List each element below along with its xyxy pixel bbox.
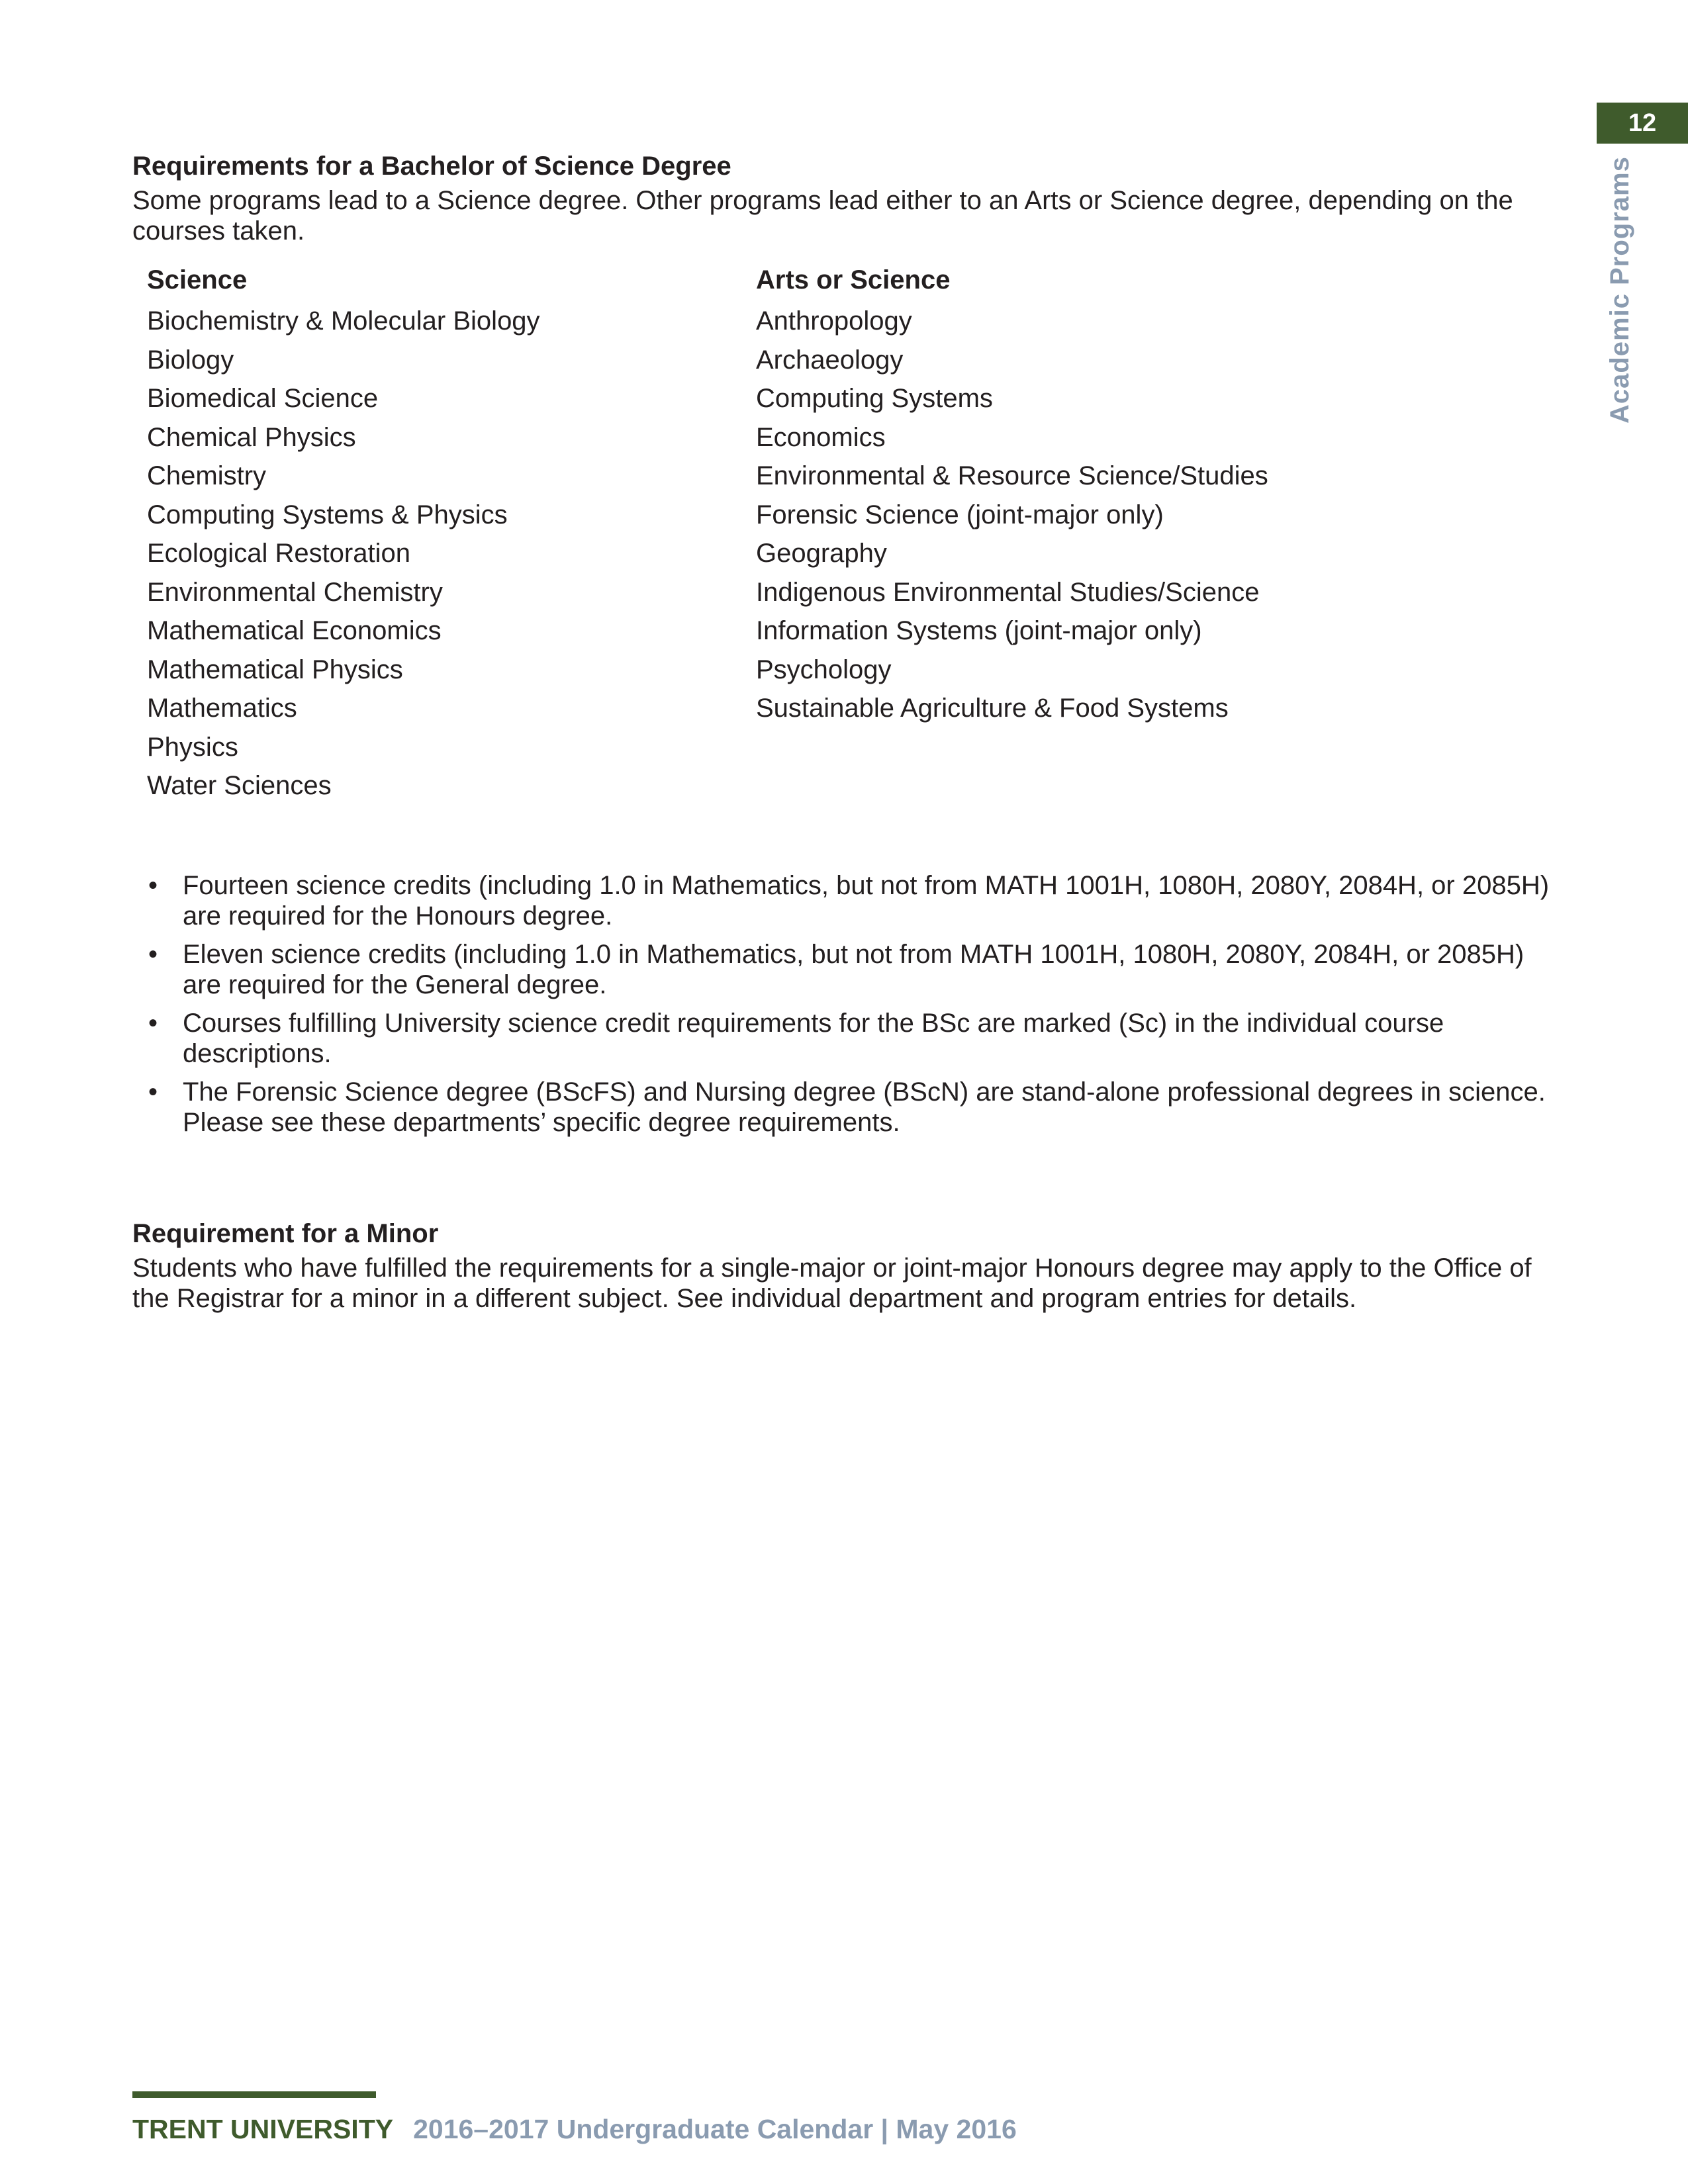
arts-science-column-header: Arts or Science [756,265,951,295]
bullet-icon: • [148,870,158,900]
bsc-intro: Some programs lead to a Science degree. Other programs lead either to an Arts or Science degree, depending on the courses taken. [132,186,1513,246]
list-item: Biomedical Science [147,384,379,413]
minor-heading: Requirement for a Minor [132,1218,439,1248]
list-item: Anthropology [756,306,912,336]
arts-science-list [756,302,1365,728]
list-item: Mathematics [147,694,297,723]
footer-university: TRENT UNIVERSITY [132,2114,394,2144]
list-item: Indigenous Environmental Studies/Science [756,577,1260,607]
list-item: Chemical Physics [147,422,356,452]
bullet-item [148,1077,1562,1138]
footer [132,2113,1017,2146]
list-item: Economics [756,422,886,452]
minor-text: Students who have fulfilled the requirements for a single-major or joint-major Honours degree may apply to the Office of the Registrar for a minor in a different subject. See individual department and program entries for details. [132,1253,1532,1313]
list-item: Biology [147,345,234,375]
list-item: Physics [147,732,238,762]
list-item: Mathematical Economics [147,616,442,645]
bullet-text: Courses fulfilling University science credit requirements for the BSc are marked (Sc) in the individual course descriptions. [183,1008,1444,1068]
section-tab: Academic Programs [1605,156,1634,424]
science-column-header: Science [147,265,248,295]
bullet-item [148,1008,1562,1069]
bullet-icon: • [148,1077,158,1107]
footer-calendar: 2016–2017 Undergraduate Calendar | May 2016 [413,2114,1017,2144]
science-column [147,261,756,805]
minor-section [132,1214,1562,1314]
list-item: Geography [756,539,887,568]
list-item: Forensic Science (joint-major only) [756,500,1164,529]
page-content [132,147,1562,1314]
list-item: Ecological Restoration [147,539,410,568]
list-item: Archaeology [756,345,904,375]
bullet-text: The Forensic Science degree (BScFS) and Nursing degree (BScN) are stand-alone professional degrees in science. Please see these departments’ specific degree requirements. [183,1077,1546,1137]
bullet-item [148,870,1562,931]
list-item: Sustainable Agriculture & Food Systems [756,694,1229,723]
science-list [147,302,756,805]
arts-science-column [756,261,1365,805]
footer-rule [132,2091,376,2098]
list-item: Environmental & Resource Science/Studies [756,461,1268,490]
list-item: Psychology [756,655,892,684]
list-item: Water Sciences [147,771,332,800]
list-item: Computing Systems & Physics [147,500,508,529]
bullet-text: Fourteen science credits (including 1.0 in Mathematics, but not from MATH 1001H, 1080H, 2080Y, 2084H, or 2085H) are required for the Honours degree. [183,870,1550,931]
page-number: 12 [1597,103,1688,144]
list-item: Biochemistry & Molecular Biology [147,306,540,336]
list-item: Mathematical Physics [147,655,403,684]
list-item: Computing Systems [756,384,993,413]
list-item: Environmental Chemistry [147,577,443,607]
bullet-icon: • [148,939,158,969]
list-item: Information Systems (joint-major only) [756,616,1202,645]
list-item: Chemistry [147,461,267,490]
bullet-icon: • [148,1008,158,1038]
requirements-bullets [132,870,1562,1138]
bullet-text: Eleven science credits (including 1.0 in Mathematics, but not from MATH 1001H, 1080H, 2080Y, 2084H, or 2085H) are required for the General degree. [183,939,1524,999]
bsc-heading: Requirements for a Bachelor of Science Degree [132,152,731,181]
program-columns [132,261,1562,805]
bullet-item [148,939,1562,1000]
